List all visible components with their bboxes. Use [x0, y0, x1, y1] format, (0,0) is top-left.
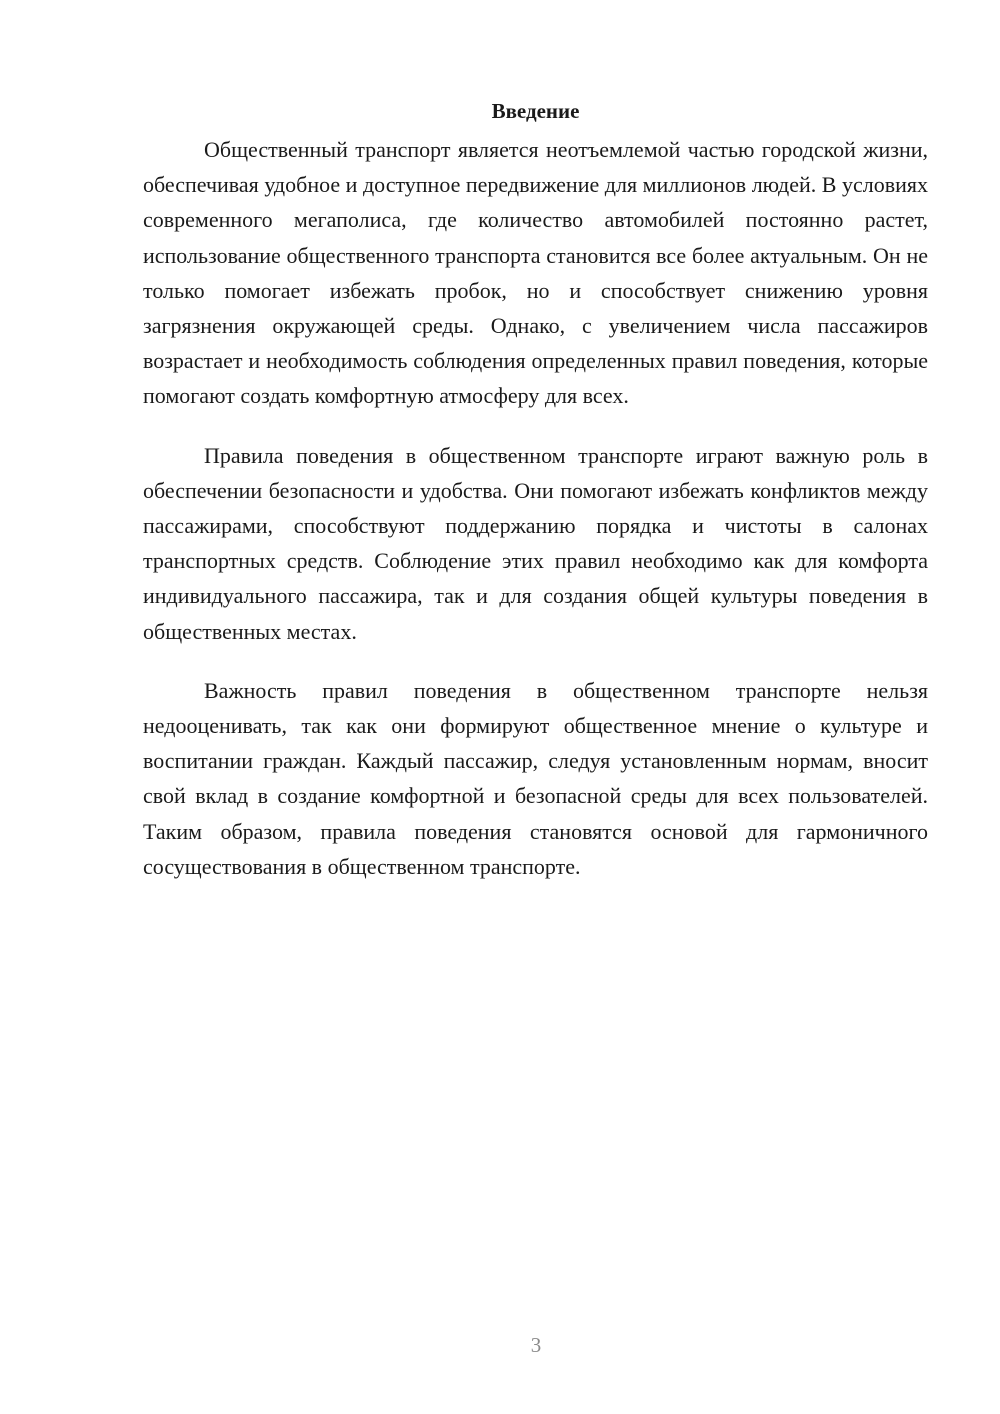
paragraph: Общественный транспорт является неотъемлемой частью городской жизни, обеспечивая удобное и доступное передвижение для миллионов людей. В условиях современного мегаполиса, где количество автомобилей постоянно растет, использование общественного транспорта становится все более актуальным. Он не только помогает избежать пробок, но и способствует снижению уровня загрязнения окружающей среды. Однако, с увеличением числа пассажиров возрастает и необходимость соблюдения определенных правил поведения, которые помогают создать комфортную атмосферу для всех. [143, 137, 928, 409]
paragraph: Важность правил поведения в общественном транспорте нельзя недооценивать, так как они формируют общественное мнение о культуре и воспитании граждан. Каждый пассажир, следуя установленным нормам, вносит свой вклад в создание комфортной и безопасной среды для всех пользователей. Таким образом, правила поведения становятся основой для гармоничного сосуществования в общественном транспорте. [143, 677, 928, 879]
page-content [143, 96, 928, 908]
section-title: Введение [491, 99, 580, 123]
page-number: 3 [530, 1333, 542, 1357]
paragraph: Правила поведения в общественном транспорте играют важную роль в обеспечении безопасности и удобства. Они помогают избежать конфликтов между пассажирами, способствуют поддержанию порядка и чистоты в салонах транспортных средств. Соблюдение этих правил необходимо как для комфорта индивидуального пассажира, так и для создания общей культуры поведения в общественных местах. [143, 442, 928, 644]
